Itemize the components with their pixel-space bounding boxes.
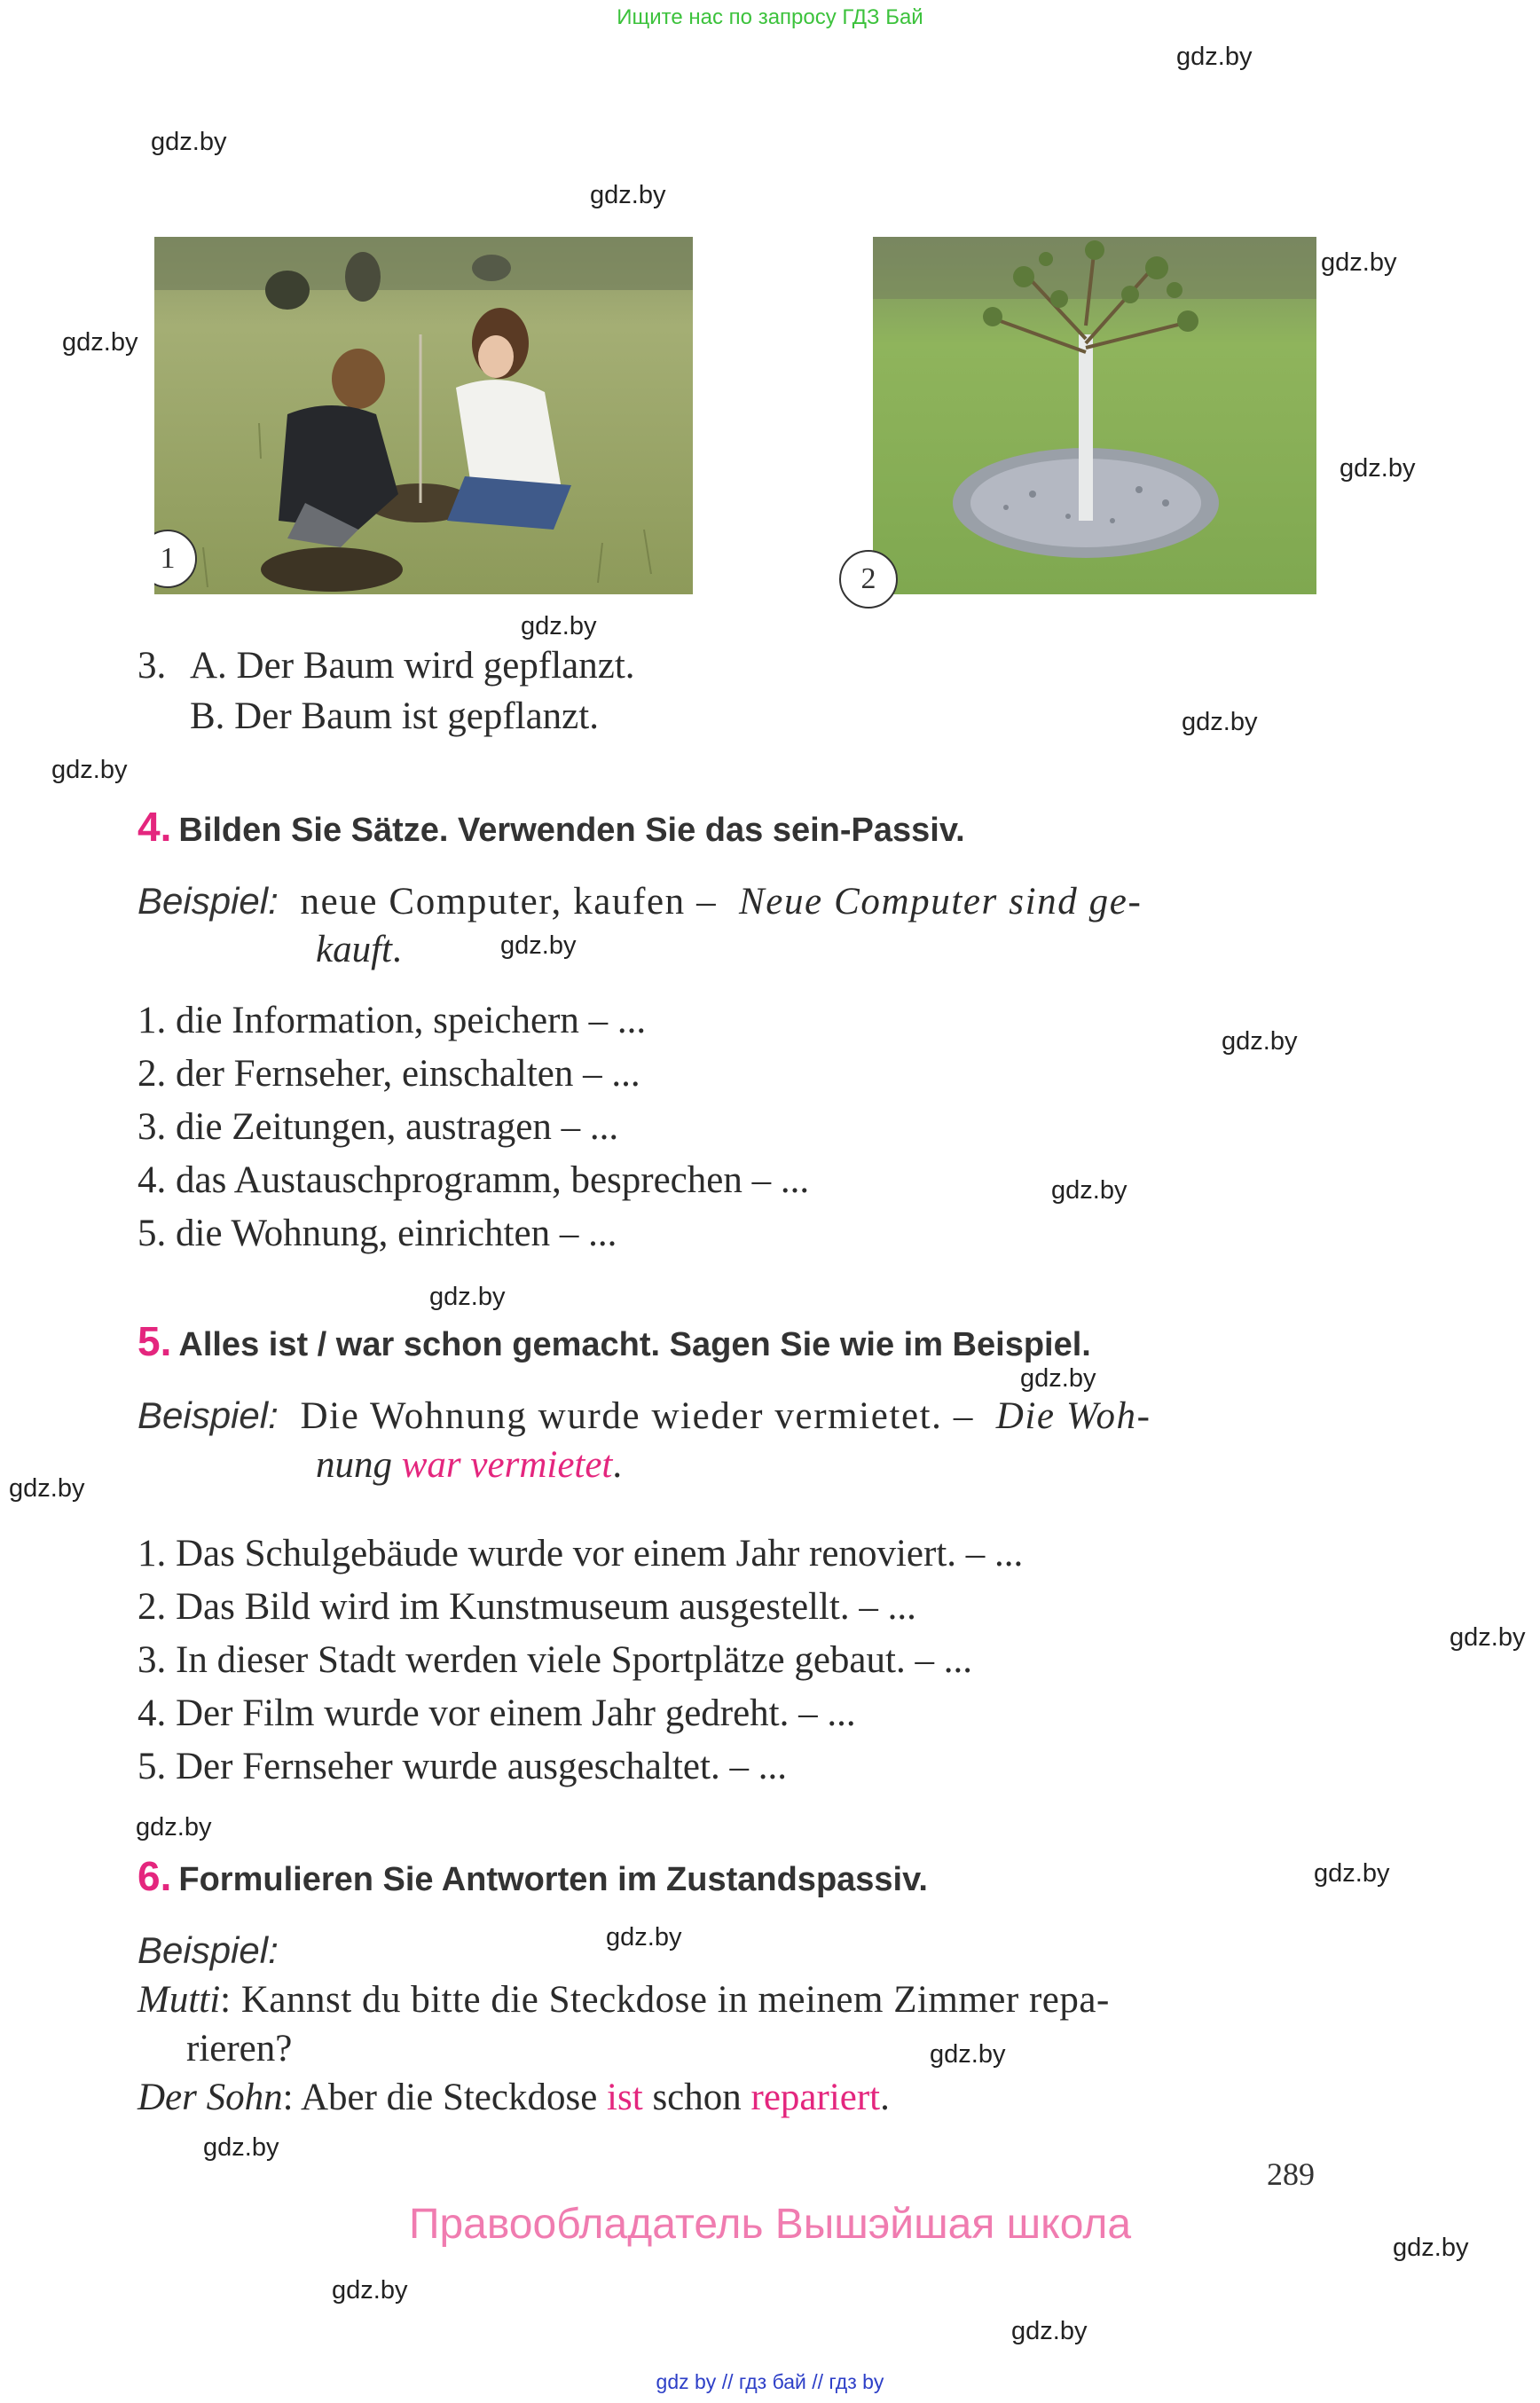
ex5-heading	[138, 1317, 1091, 1365]
bottom-banner[interactable]: gdz by // гдз бай // гдз by	[656, 2370, 884, 2393]
ex5-example-pink: war vermietet	[401, 1444, 613, 1486]
watermark: gdz.by	[9, 1474, 85, 1503]
watermark: gdz.by	[1020, 1364, 1096, 1393]
watermark: gdz.by	[500, 931, 577, 960]
photo-planted-tree	[873, 237, 1316, 594]
ex4-item-3: 3. die Zeitungen, austragen – ...	[138, 1106, 619, 1148]
photo-tree-planting	[154, 237, 693, 594]
watermark: gdz.by	[1011, 2317, 1088, 2345]
ex4-number: 4.	[138, 804, 172, 850]
ex4-item-5: 5. die Wohnung, einrichten – ...	[138, 1213, 617, 1254]
ex6-mutti-text: : Kannst du bitte die Steckdose in meinem Zimmer repa-	[220, 1979, 1110, 2021]
ex5-example-line-2	[316, 1443, 622, 1487]
ex6-sohn-text-1: : Aber die Steckdose	[282, 2077, 598, 2118]
watermark: gdz.by	[1314, 1859, 1390, 1888]
photo-tree-planting-illustration	[154, 237, 693, 594]
watermark: gdz.by	[1393, 2234, 1469, 2262]
photo-planted-tree-illustration	[873, 237, 1316, 594]
ex5-item-3: 3. In dieser Stadt werden viele Sportplätze gebaut. – ...	[138, 1639, 972, 1681]
watermark: gdz.by	[429, 1283, 506, 1311]
ex5-example-line-1	[138, 1394, 1151, 1438]
ex6-sohn-name: Der Sohn	[138, 2077, 283, 2118]
ex4-item-4: 4. das Austauschprogramm, besprechen – ...	[138, 1159, 810, 1201]
ex5-beispiel-label: Beispiel:	[138, 1394, 279, 1436]
ex3-sentence-a: A. Der Baum wird gepflanzt.	[190, 645, 635, 687]
ex4-title: Bilden Sie Sätze. Verwenden Sie das sein-Passiv.	[178, 812, 965, 849]
watermark: gdz.by	[1176, 43, 1253, 71]
watermark: gdz.by	[606, 1923, 682, 1951]
ex6-title: Formulieren Sie Antworten im Zustandspassiv.	[178, 1861, 928, 1898]
ex4-item-2: 2. der Fernseher, einschalten – ...	[138, 1053, 640, 1095]
watermark: gdz.by	[151, 128, 227, 156]
ex4-heading	[138, 803, 965, 851]
ex6-beispiel-line	[138, 1929, 279, 1973]
watermark: gdz.by	[51, 756, 128, 784]
ex5-number: 5.	[138, 1318, 172, 1364]
image-label-2: 2	[839, 550, 898, 609]
ex6-sohn-line	[138, 2076, 890, 2119]
watermark: gdz.by	[521, 612, 597, 640]
ex5-item-4: 4. Der Film wurde vor einem Jahr gedreht. – ...	[138, 1692, 856, 1734]
watermark: gdz.by	[1450, 1623, 1526, 1652]
watermark: gdz.by	[332, 2276, 408, 2305]
top-banner[interactable]: Ищите нас по запросу ГДЗ Бай	[617, 5, 923, 29]
ex6-heading	[138, 1852, 928, 1900]
ex6-beispiel-label: Beispiel:	[138, 1929, 279, 1971]
watermark: gdz.by	[1321, 248, 1397, 277]
ex5-example-plain: Die Wohnung wurde wieder vermietet. –	[300, 1395, 974, 1437]
ex5-example-end: .	[612, 1444, 623, 1486]
watermark: gdz.by	[1051, 1176, 1128, 1205]
ex5-item-5: 5. Der Fernseher wurde ausgeschaltet. – ...	[138, 1746, 787, 1787]
watermark: gdz.by	[203, 2133, 279, 2162]
watermark: gdz.by	[930, 2040, 1006, 2069]
copyright-notice: Правообладатель Вышэйшая школа	[408, 2201, 1132, 2248]
ex4-example-end: .	[391, 929, 402, 970]
ex5-example-italic: Die Woh-	[995, 1395, 1151, 1437]
ex6-number: 6.	[138, 1853, 172, 1899]
page-number: 289	[1267, 2156, 1315, 2192]
ex3-number: 3.	[138, 645, 167, 687]
ex4-example-line-2	[316, 928, 402, 971]
ex6-sohn-pink-2: repariert	[750, 2077, 881, 2118]
ex4-item-1: 1. die Information, speichern – ...	[138, 1000, 647, 1041]
ex6-mutti-line-1	[138, 1978, 1110, 2022]
ex6-sohn-pink-1: ist	[607, 2077, 643, 2118]
ex6-sohn-text-2: schon	[652, 2077, 742, 2118]
ex4-example-italic-2: kauft	[316, 929, 392, 970]
ex4-example-line-1	[138, 880, 1142, 923]
ex6-sohn-end: .	[880, 2077, 890, 2118]
ex4-example-italic: Neue Computer sind ge-	[738, 881, 1143, 923]
watermark: gdz.by	[136, 1813, 212, 1842]
watermark: gdz.by	[590, 181, 666, 209]
watermark: gdz.by	[62, 328, 138, 357]
watermark: gdz.by	[1340, 454, 1416, 483]
ex4-example-plain: neue Computer, kaufen –	[300, 881, 718, 923]
ex5-title: Alles ist / war schon gemacht. Sagen Sie wie im Beispiel.	[178, 1326, 1091, 1363]
image-label-1: 1	[154, 530, 197, 588]
watermark: gdz.by	[1182, 708, 1258, 736]
ex6-mutti-name: Mutti	[138, 1979, 221, 2021]
ex5-item-1: 1. Das Schulgebäude wurde vor einem Jahr renoviert. – ...	[138, 1533, 1024, 1575]
ex3-sentence-b: B. Der Baum ist gepflanzt.	[190, 695, 599, 737]
watermark: gdz.by	[1222, 1027, 1298, 1056]
ex4-beispiel-label: Beispiel:	[138, 880, 279, 922]
ex5-item-2: 2. Das Bild wird im Kunstmuseum ausgestellt. – ...	[138, 1586, 916, 1628]
ex6-mutti-line-2: rieren?	[186, 2028, 293, 2069]
ex5-example-italic-2: nung	[316, 1444, 392, 1486]
